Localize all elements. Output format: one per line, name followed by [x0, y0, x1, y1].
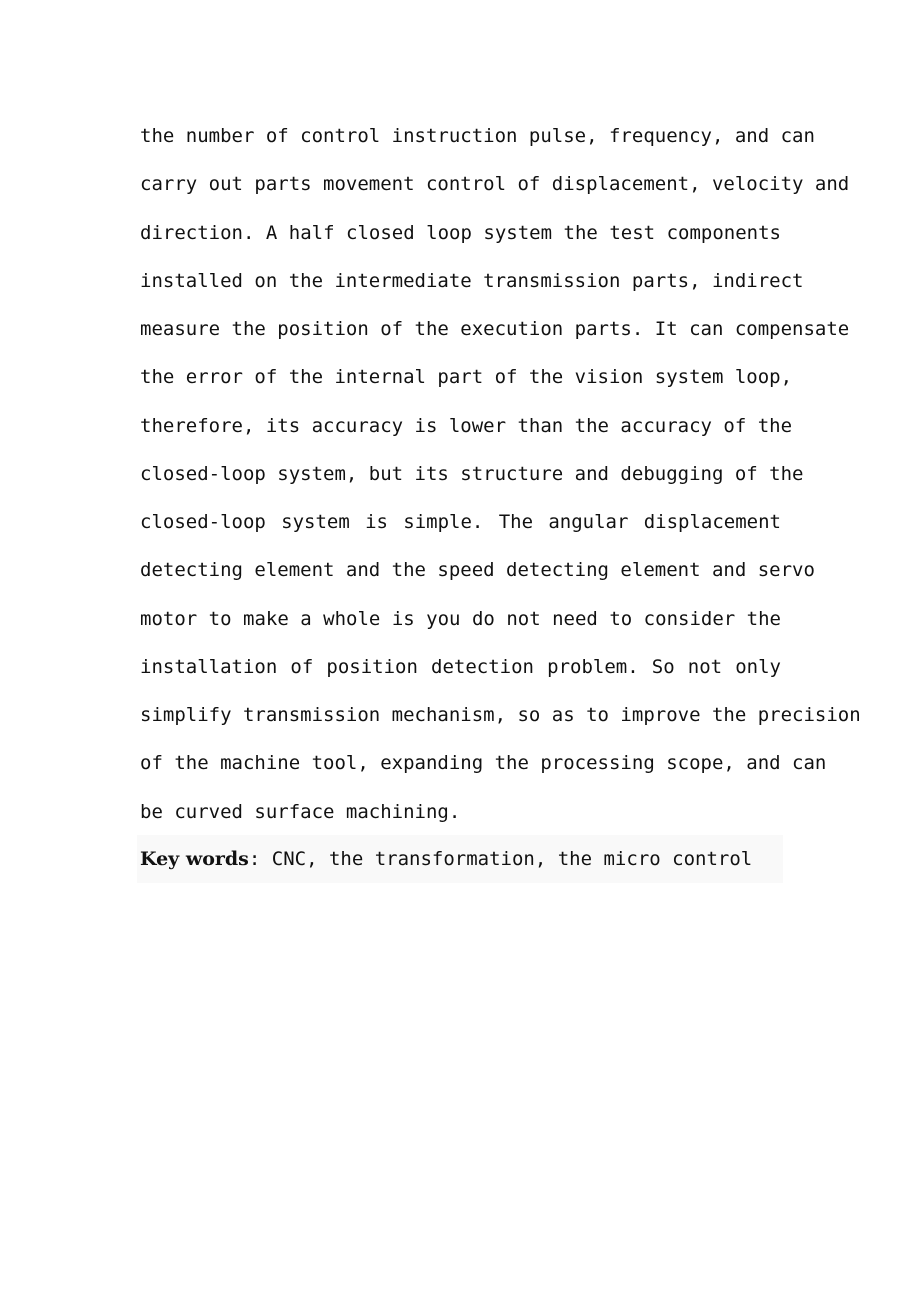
abstract-line-1: the number of control instruction pulse, frequency, and can [140, 125, 815, 147]
abstract-line-12: installation of position detection problem. So not only [140, 655, 781, 678]
keywords-separator: : [248, 848, 272, 870]
abstract-line-4: installed on the intermediate transmission parts, indirect [140, 269, 804, 292]
abstract-line-9: closed-loop system is simple. The angular displacement [140, 511, 781, 533]
abstract-line-3: direction. A half closed loop system the test components [140, 221, 781, 244]
abstract-line-14: of the machine tool, expanding the processing scope, and can [140, 752, 827, 775]
abstract-line-11: motor to make a whole is you do not need to consider the [140, 607, 781, 630]
keywords-row [137, 835, 783, 883]
keywords-label: Key words [140, 848, 249, 870]
abstract-line-13: simplify transmission mechanism, so as to improve the precision [140, 704, 861, 726]
abstract-line-5: measure the position of the execution parts. It can compensate [140, 318, 850, 340]
abstract-line-15: be curved surface machining. [140, 800, 461, 823]
abstract-line-2: carry out parts movement control of displacement, velocity and [140, 173, 850, 196]
abstract-line-8: closed-loop system, but its structure and debugging of the [140, 462, 804, 485]
abstract-paragraph [140, 112, 861, 836]
abstract-line-10: detecting element and the speed detecting element and servo [140, 559, 815, 582]
abstract-line-7: therefore, its accuracy is lower than the accuracy of the [140, 414, 793, 437]
keywords-value: CNC, the transformation, the micro control [271, 848, 753, 870]
abstract-line-6: the error of the internal part of the vision system loop, [140, 366, 793, 389]
